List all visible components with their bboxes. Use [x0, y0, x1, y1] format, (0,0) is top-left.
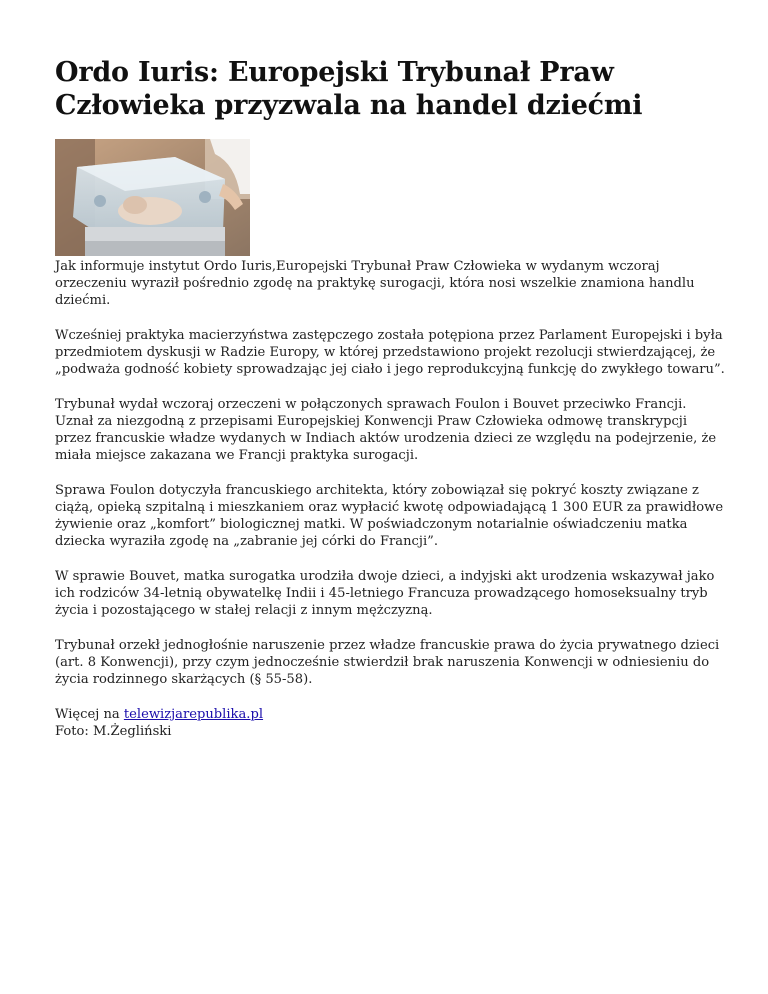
source-prefix: Więcej na — [55, 707, 124, 722]
paragraph: Sprawa Foulon dotyczyła francuskiego architekta, który zobowiązał się pokryć koszty związane z ciążą, opieką szpitalną i mieszkaniem oraz wypłacić kwotę odpowiadającą 1 300 EUR za prawidłowe żywienie oraz „komfort” biologicznej matki. W poświadczonym notarialnie oświadczeniu matka dziecka wyraziła zgodę na „zabranie jej córki do Francji”. — [55, 483, 724, 549]
paragraph: Trybunał orzekł jednogłośnie naruszenie przez władze francuskie prawa do życia prywatnego dzieci (art. 8 Konwencji), przy czym jednocześnie stwierdził brak naruszenia Konwencji w odniesieniu do życia rodzinnego skarżących (§ 55-58). — [55, 638, 720, 687]
paragraph: Wcześniej praktyka macierzyństwa zastępczego została potępiona przez Parlament Europejski i była przedmiotem dyskusji w Radzie Europy, w której przedstawiono projekt rezolucji stwierdzającej, że „podważa godność kobiety sprowadzając jej ciało i jego reprodukcyjną funkcję do zwykłego towaru”. — [55, 328, 725, 377]
source-line — [55, 706, 725, 723]
photo-credit: Foto: M.Żegliński — [55, 724, 172, 739]
paragraph: Trybunał wydał wczoraj orzeczeni w połączonych sprawach Foulon i Bouvet przeciwko Francji. Uznał za niezgodną z przepisami Europejskiej Konwencji Praw Człowieka odmowę transkrypcji przez francuskie władze wydanych w Indiach aktów urodzenia dzieci ze względu na podejrzenie, że miała miejsce zakazana we Francji praktyka surogacji. — [55, 397, 717, 463]
paragraph: Jak informuje instytut Ordo Iuris,Europejski Trybunał Praw Człowieka w wydanym wczoraj orzeczeniu wyraził pośrednio zgodę na praktykę surogacji, która nosi wszelkie znamiona handlu dziećmi. — [55, 259, 695, 308]
article-title: Ordo Iuris: Europejski Trybunał Praw Człowieka przyzwala na handel dziećmi — [55, 57, 643, 121]
incubator-photo — [55, 139, 250, 256]
source-link[interactable]: telewizjarepublika.pl — [123, 707, 264, 722]
article — [55, 0, 725, 740]
paragraph: W sprawie Bouvet, matka surogatka urodziła dwoje dzieci, a indyjski akt urodzenia wskazywał jako ich rodziców 34-letnią obywatelkę Indii i 45-letniego Francuza prowadzącego homoseksualny tryb życia i pozostającego w stałej relacji z innym mężczyzną. — [55, 569, 715, 618]
